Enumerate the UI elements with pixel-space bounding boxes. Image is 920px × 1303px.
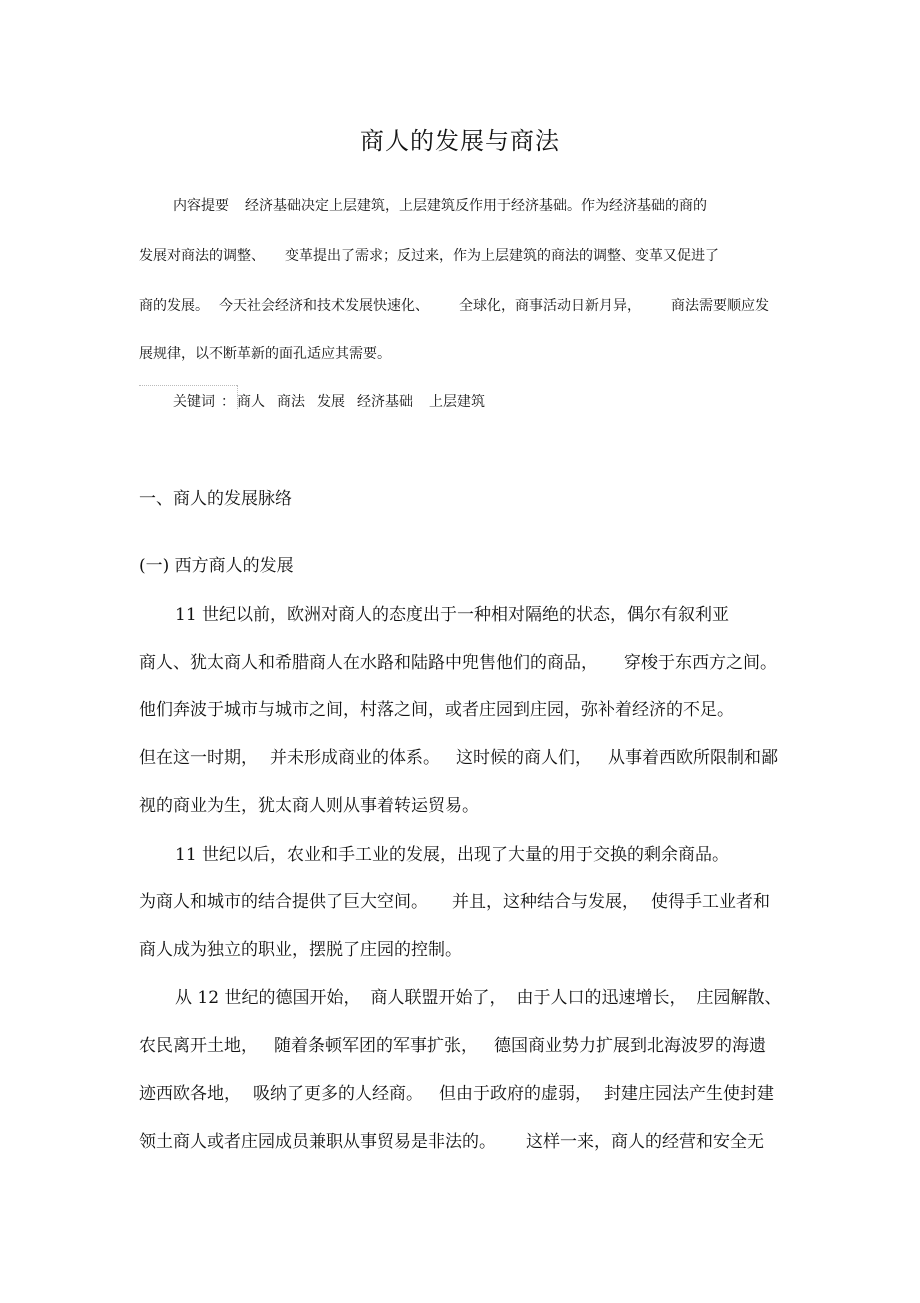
keyword: 商人: [237, 394, 265, 410]
text-run: 为商人和城市的结合提供了巨大空间。: [139, 892, 428, 912]
section-heading: 一、商人的发展脉络: [139, 489, 292, 509]
keywords-guide-mark: [139, 385, 237, 386]
paragraph-line: 11 世纪以前，欧洲对商人的态度出于一种相对隔绝的状态，偶尔有叙利亚: [175, 605, 730, 625]
text-run: 这样一来，商人的经营和安全无: [526, 1132, 764, 1152]
text-run: 从 12 世纪的德国开始，: [175, 988, 361, 1008]
text-run: 穿梭于东西方之间。: [624, 653, 777, 673]
text-run: 德国商业势力扩展到北海波罗的海遗: [494, 1036, 766, 1056]
text-run: 迹西欧各地，: [139, 1084, 241, 1104]
keyword: 经济基础: [357, 394, 413, 410]
paragraph-line: [139, 1127, 764, 1152]
text-run: 但由于政府的虚弱，: [439, 1084, 592, 1104]
paragraph-line: [139, 1079, 774, 1104]
paragraph-line: 11 世纪以后，农业和手工业的发展，出现了大量的用于交换的剩余商品。: [175, 845, 730, 865]
abstract-text: 今天社会经济和技术发展快速化、: [219, 298, 429, 314]
abstract-line-3: [139, 295, 769, 315]
text-run: 农民离开土地，: [139, 1036, 258, 1056]
abstract-text: 全球化，商事活动日新月异，: [459, 298, 641, 314]
text-run: 从事着西欧所限制和鄙: [608, 748, 778, 768]
text-run: 领土商人或者庄园成员兼职从事贸易是非法的。: [139, 1132, 496, 1152]
paragraph-line: [139, 743, 778, 768]
abstract-line-1: [173, 195, 707, 215]
text-run: 但在这一时期，: [139, 748, 258, 768]
text-run: 封建庄园法产生使封建: [604, 1084, 774, 1104]
abstract-text: 展规律，以不断革新的面孔适应其需要。: [139, 346, 391, 362]
abstract-text: 发展对商法的调整、: [139, 248, 265, 264]
subsection-heading: (一) 西方商人的发展: [139, 556, 294, 576]
abstract-line-2: [139, 245, 719, 265]
paragraph-line: [139, 887, 770, 912]
keywords-label: 关键词: [173, 394, 215, 410]
text-run: 并且，这种结合与发展，: [452, 892, 639, 912]
text-run: 庄园解散、: [696, 988, 782, 1008]
text-run: 并未形成商业的体系。: [270, 748, 440, 768]
text-run: 使得手工业者和: [651, 892, 770, 912]
abstract-text: 商的发展。: [139, 298, 209, 314]
text-run: 吸纳了更多的人经商。: [253, 1084, 423, 1104]
document-title: 商人的发展与商法: [360, 127, 560, 155]
paragraph-line: 商人成为独立的职业，摆脱了庄园的控制。: [139, 940, 462, 960]
keyword: 上层建筑: [429, 394, 485, 410]
text-run: 随着条顿军团的军事扩张，: [274, 1036, 478, 1056]
abstract-label: 内容提要: [173, 198, 229, 214]
paragraph-line: 他们奔波于城市与城市之间，村落之间，或者庄园到庄园，弥补着经济的不足。: [139, 700, 734, 720]
paragraph-line: 视的商业为生，犹太商人则从事着转运贸易。: [139, 796, 479, 816]
paragraph-line: [139, 1031, 766, 1056]
paragraph-line: [175, 983, 781, 1008]
keyword: 商法: [277, 394, 305, 410]
abstract-line-4: [139, 343, 391, 363]
abstract-text: 经济基础决定上层建筑，上层建筑反作用于经济基础。作为经济基础的商的: [245, 198, 707, 214]
keywords-colon: ：: [221, 394, 235, 410]
paragraph-line: [139, 648, 777, 673]
keywords-line: [173, 391, 485, 411]
text-run: 商人联盟开始了，: [370, 988, 507, 1008]
text-run: 由于人口的迅速增长，: [516, 988, 687, 1008]
abstract-text: 商法需要顺应发: [671, 298, 769, 314]
text-run: 商人、犹太商人和希腊商人在水路和陆路中兜售他们的商品，: [139, 653, 598, 673]
text-run: 这时候的商人们，: [456, 748, 592, 768]
keyword: 发展: [317, 394, 345, 410]
abstract-text: 变革提出了需求；反过来，作为上层建筑的商法的调整、变革又促进了: [285, 248, 719, 264]
